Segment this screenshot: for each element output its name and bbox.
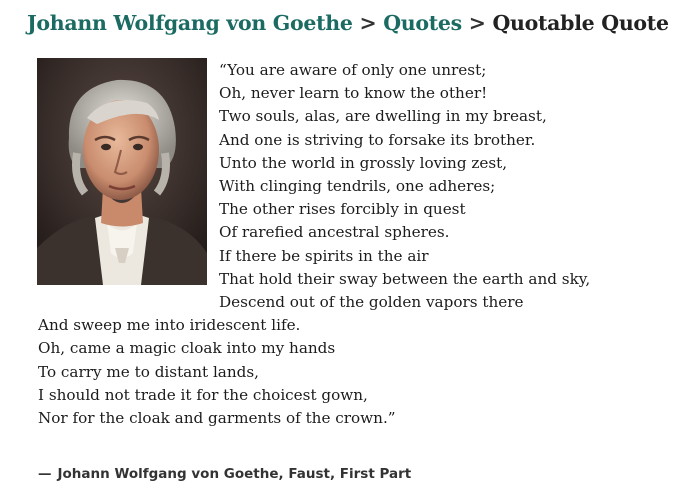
quote-line: If there be spirits in the air: [219, 246, 429, 265]
quote-line: Two souls, alas, are dwelling in my breast,: [219, 107, 547, 126]
attribution-dash: —: [38, 466, 52, 482]
quote-attribution: [38, 466, 411, 482]
breadcrumb: [27, 6, 669, 40]
quote-line: The other rises forcibly in quest: [219, 200, 466, 219]
quote-line: Oh, never learn to know the other!: [219, 84, 488, 103]
quote-line: Nor for the cloak and garments of the crown.”: [38, 409, 396, 428]
breadcrumb-author-link[interactable]: Johann Wolfgang von Goethe: [27, 11, 353, 35]
quote-line: Unto the world in grossly loving zest,: [219, 153, 508, 172]
quote-line: With clinging tendrils, one adheres;: [219, 177, 496, 196]
quote-line: “You are aware of only one unrest;: [219, 61, 487, 79]
attribution-text[interactable]: Johann Wolfgang von Goethe, Faust, First Part: [57, 466, 412, 482]
quote-line: To carry me to distant lands,: [38, 362, 259, 381]
breadcrumb-separator: >: [468, 11, 486, 35]
quote-line: That hold their sway between the earth and sky,: [219, 269, 591, 288]
quote-text: [38, 59, 658, 430]
breadcrumb-separator: >: [359, 11, 377, 35]
quote-line: Of rarefied ancestral spheres.: [219, 223, 450, 242]
quote-line: And sweep me into iridescent life.: [38, 316, 301, 335]
breadcrumb-quotes-link[interactable]: Quotes: [383, 11, 462, 35]
quote-line: Oh, came a magic cloak into my hands: [38, 339, 336, 358]
quote-line: Descend out of the golden vapors there: [219, 293, 524, 312]
quote-line: And one is striving to forsake its brother.: [219, 130, 536, 149]
quote-line: I should not trade it for the choicest gown,: [38, 385, 368, 404]
breadcrumb-current-page: Quotable Quote: [492, 11, 669, 35]
